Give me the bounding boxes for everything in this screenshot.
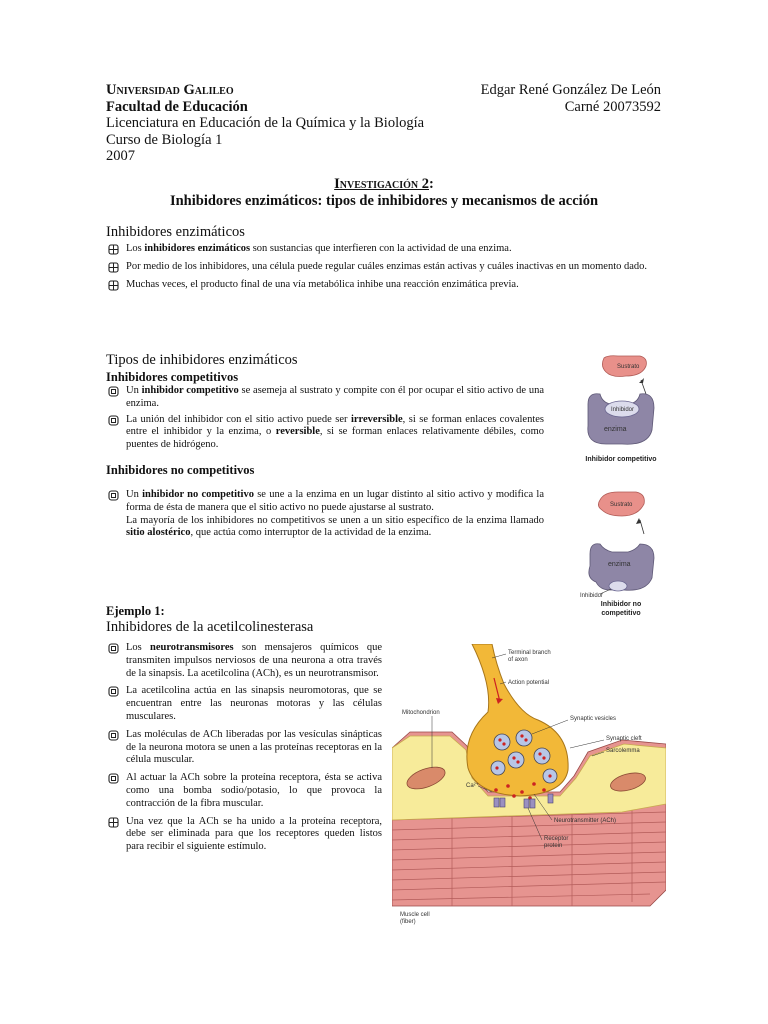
list-item: [108, 279, 664, 292]
title-colon: :: [429, 176, 434, 192]
arrow-head-icon: [639, 378, 644, 383]
text: se une a la enzima en un lugar distinto al sitio activo y modifica la forma de ésta de manera que el sitio activo no puede ajustarse al sustrato.: [126, 489, 544, 513]
list-item: [108, 729, 382, 767]
inhibitor-shape: [609, 581, 627, 591]
text: son mensajeros químicos que transmiten impulsos nerviosos de una neurona a otra través de la sinapsis. La acetilcolina (ACh), es un neurotransmisor.: [126, 642, 383, 679]
caption-line: Inhibidor no: [600, 601, 642, 608]
text: Muchas veces, el producto final de una vía metabólica inhibe una reacción enzimática previa.: [126, 278, 519, 290]
substrate-label: Sustrato: [617, 364, 640, 370]
substrate-label: Sustrato: [610, 502, 633, 508]
action-potential-label: Action potential: [508, 680, 550, 686]
bold-text: neurotransmisores: [149, 642, 234, 653]
inhibitor-label: Inhibidor: [611, 407, 635, 413]
muscle-cell-label: Muscle cell: [400, 912, 430, 918]
gear-bullet-icon: [108, 773, 119, 784]
document-title: [0, 176, 768, 210]
enzyme-label: enzima: [604, 426, 627, 433]
synapse-diagram: [392, 644, 666, 930]
list-item: [108, 414, 544, 452]
synapse-figure: [392, 644, 666, 930]
bold-text: inhibidores enzimáticos: [144, 243, 251, 254]
list-item: [108, 816, 382, 854]
year: 2007: [106, 148, 135, 164]
section1-list: [108, 243, 664, 296]
inhibitor-label: Inhibidor: [580, 593, 604, 599]
degree-name: Licenciatura en Educación de la Química y la Biología: [106, 115, 425, 131]
grid-bullet-icon: [108, 280, 119, 291]
muscle-cell-label: (fiber): [400, 919, 416, 925]
gear-bullet-icon: [108, 643, 119, 654]
list-item: [108, 261, 664, 274]
bold-text: reversible: [275, 426, 320, 438]
text: Por medio de los inhibidores, una célula puede regular cuáles enzimas están activas y cuáles inactivas en un momento dado.: [126, 260, 648, 272]
section-heading-inhibitors: Inhibidores enzimáticos: [106, 224, 245, 240]
university-name: Universidad Galileo: [106, 82, 234, 98]
competitive-inhibitor-figure: [578, 352, 664, 470]
gear-bullet-icon: [108, 415, 119, 426]
receptor-label: protein: [544, 843, 563, 849]
author-name: Edgar René González De León: [480, 82, 661, 98]
text: Al actuar la ACh sobre la proteína receptora, ésta se activa como una bomba sodio/potasio, lo que provoca la contracción de la fibra muscular.: [126, 772, 382, 809]
section-heading-types: Tipos de inhibidores enzimáticos: [106, 352, 298, 368]
text: son sustancias que interfieren con la actividad de una enzima.: [250, 243, 512, 254]
bold-text: irreversible: [350, 413, 403, 425]
list-item: [108, 489, 544, 540]
grid-bullet-icon: [108, 262, 119, 273]
terminal-label: Terminal branch: [508, 650, 551, 656]
mitochondrion-label: Mitochondrion: [402, 710, 440, 716]
gear-bullet-icon: [108, 730, 119, 741]
caption-line: competitivo: [601, 610, 641, 617]
figure-caption: Inhibidor competitivo: [585, 456, 657, 463]
carne-number: Carné 20073592: [564, 98, 661, 115]
synaptic-vesicles-label: Synaptic vesicles: [570, 716, 617, 722]
calcium-label: Ca²⁺: [466, 783, 479, 789]
competitive-list: [108, 385, 544, 457]
text: Los: [126, 243, 145, 254]
example-list: [108, 642, 382, 859]
gear-bullet-icon: [108, 686, 119, 697]
noncompetitive-inhibitor-figure: [578, 486, 664, 624]
course-name: Curso de Biología 1: [106, 131, 223, 148]
list-item: [108, 642, 382, 680]
text: La acetilcolina actúa en las sinapsis neuromotoras, que se encuentran entre las neuronas motoras y las células musculares.: [126, 685, 382, 722]
terminal-label: of axon: [508, 657, 528, 663]
text: Las moléculas de ACh liberadas por las vesículas sinápticas de la neurona motora se unen a las proteínas receptoras en la célula muscular.: [126, 728, 382, 766]
text: Un: [126, 489, 143, 500]
text: La unión del inhibidor con el sitio activo puede ser: [126, 413, 351, 425]
neurotransmitter-label: Neurotransmitter (ACh): [554, 818, 617, 824]
figure-caption: [568, 600, 674, 618]
list-item: [108, 685, 382, 723]
list-item: [108, 243, 664, 256]
subheading-noncompetitive: Inhibidores no competitivos: [106, 463, 255, 477]
noncompetitive-list: [108, 489, 544, 545]
investigation-label: Investigación 2: [334, 176, 430, 192]
gear-bullet-icon: [108, 386, 119, 397]
receptor-label: Receptor: [544, 836, 569, 842]
noncompetitive-diagram: [578, 486, 664, 600]
example-heading: Inhibidores de la acetilcolinesterasa: [106, 619, 314, 635]
list-item: [108, 385, 544, 411]
bold-text: sitio alostérico: [126, 527, 191, 539]
bold-text: inhibidor competitivo: [141, 385, 239, 396]
text: se asemeja al sustrato y compite con él por ocupar el sitio activo de una enzima.: [126, 385, 544, 409]
subheading-competitive: Inhibidores competitivos: [106, 370, 239, 384]
sarcolemma-label: Sarcolemma: [606, 748, 640, 754]
bold-text: inhibidor no competitivo: [142, 489, 254, 500]
synaptic-cleft-label: Synaptic cleft: [606, 736, 642, 742]
example-label: Ejemplo 1:: [106, 604, 165, 618]
text: La mayoría de los inhibidores no competitivos se unen a un sitio específico de la enzima llamado: [126, 514, 544, 526]
header-right: [401, 82, 661, 115]
document-subtitle: Inhibidores enzimáticos: tipos de inhibidores y mecanismos de acción: [169, 193, 599, 209]
enzyme-label: enzima: [608, 561, 631, 568]
list-item: [108, 772, 382, 810]
text: Una vez que la ACh se ha unido a la proteína receptora, debe ser eliminada para que los receptores queden listos para recibir el siguiente estímulo.: [126, 815, 382, 853]
text: Los: [126, 642, 150, 653]
grid-bullet-icon: [108, 817, 119, 828]
grid-bullet-icon: [108, 244, 119, 255]
competitive-diagram: [578, 352, 664, 456]
text: , si se forman enlaces relativamente débiles, como puentes de hidrógeno.: [126, 426, 544, 451]
text: Un: [126, 385, 142, 396]
gear-bullet-icon: [108, 490, 119, 501]
text: , si se forman enlaces covalentes entre el inhibidor y la enzima, o: [126, 413, 544, 438]
faculty-name: Facultad de Educación: [106, 98, 248, 115]
text: , que actúa como interruptor de la actividad de la enzima.: [190, 527, 432, 539]
